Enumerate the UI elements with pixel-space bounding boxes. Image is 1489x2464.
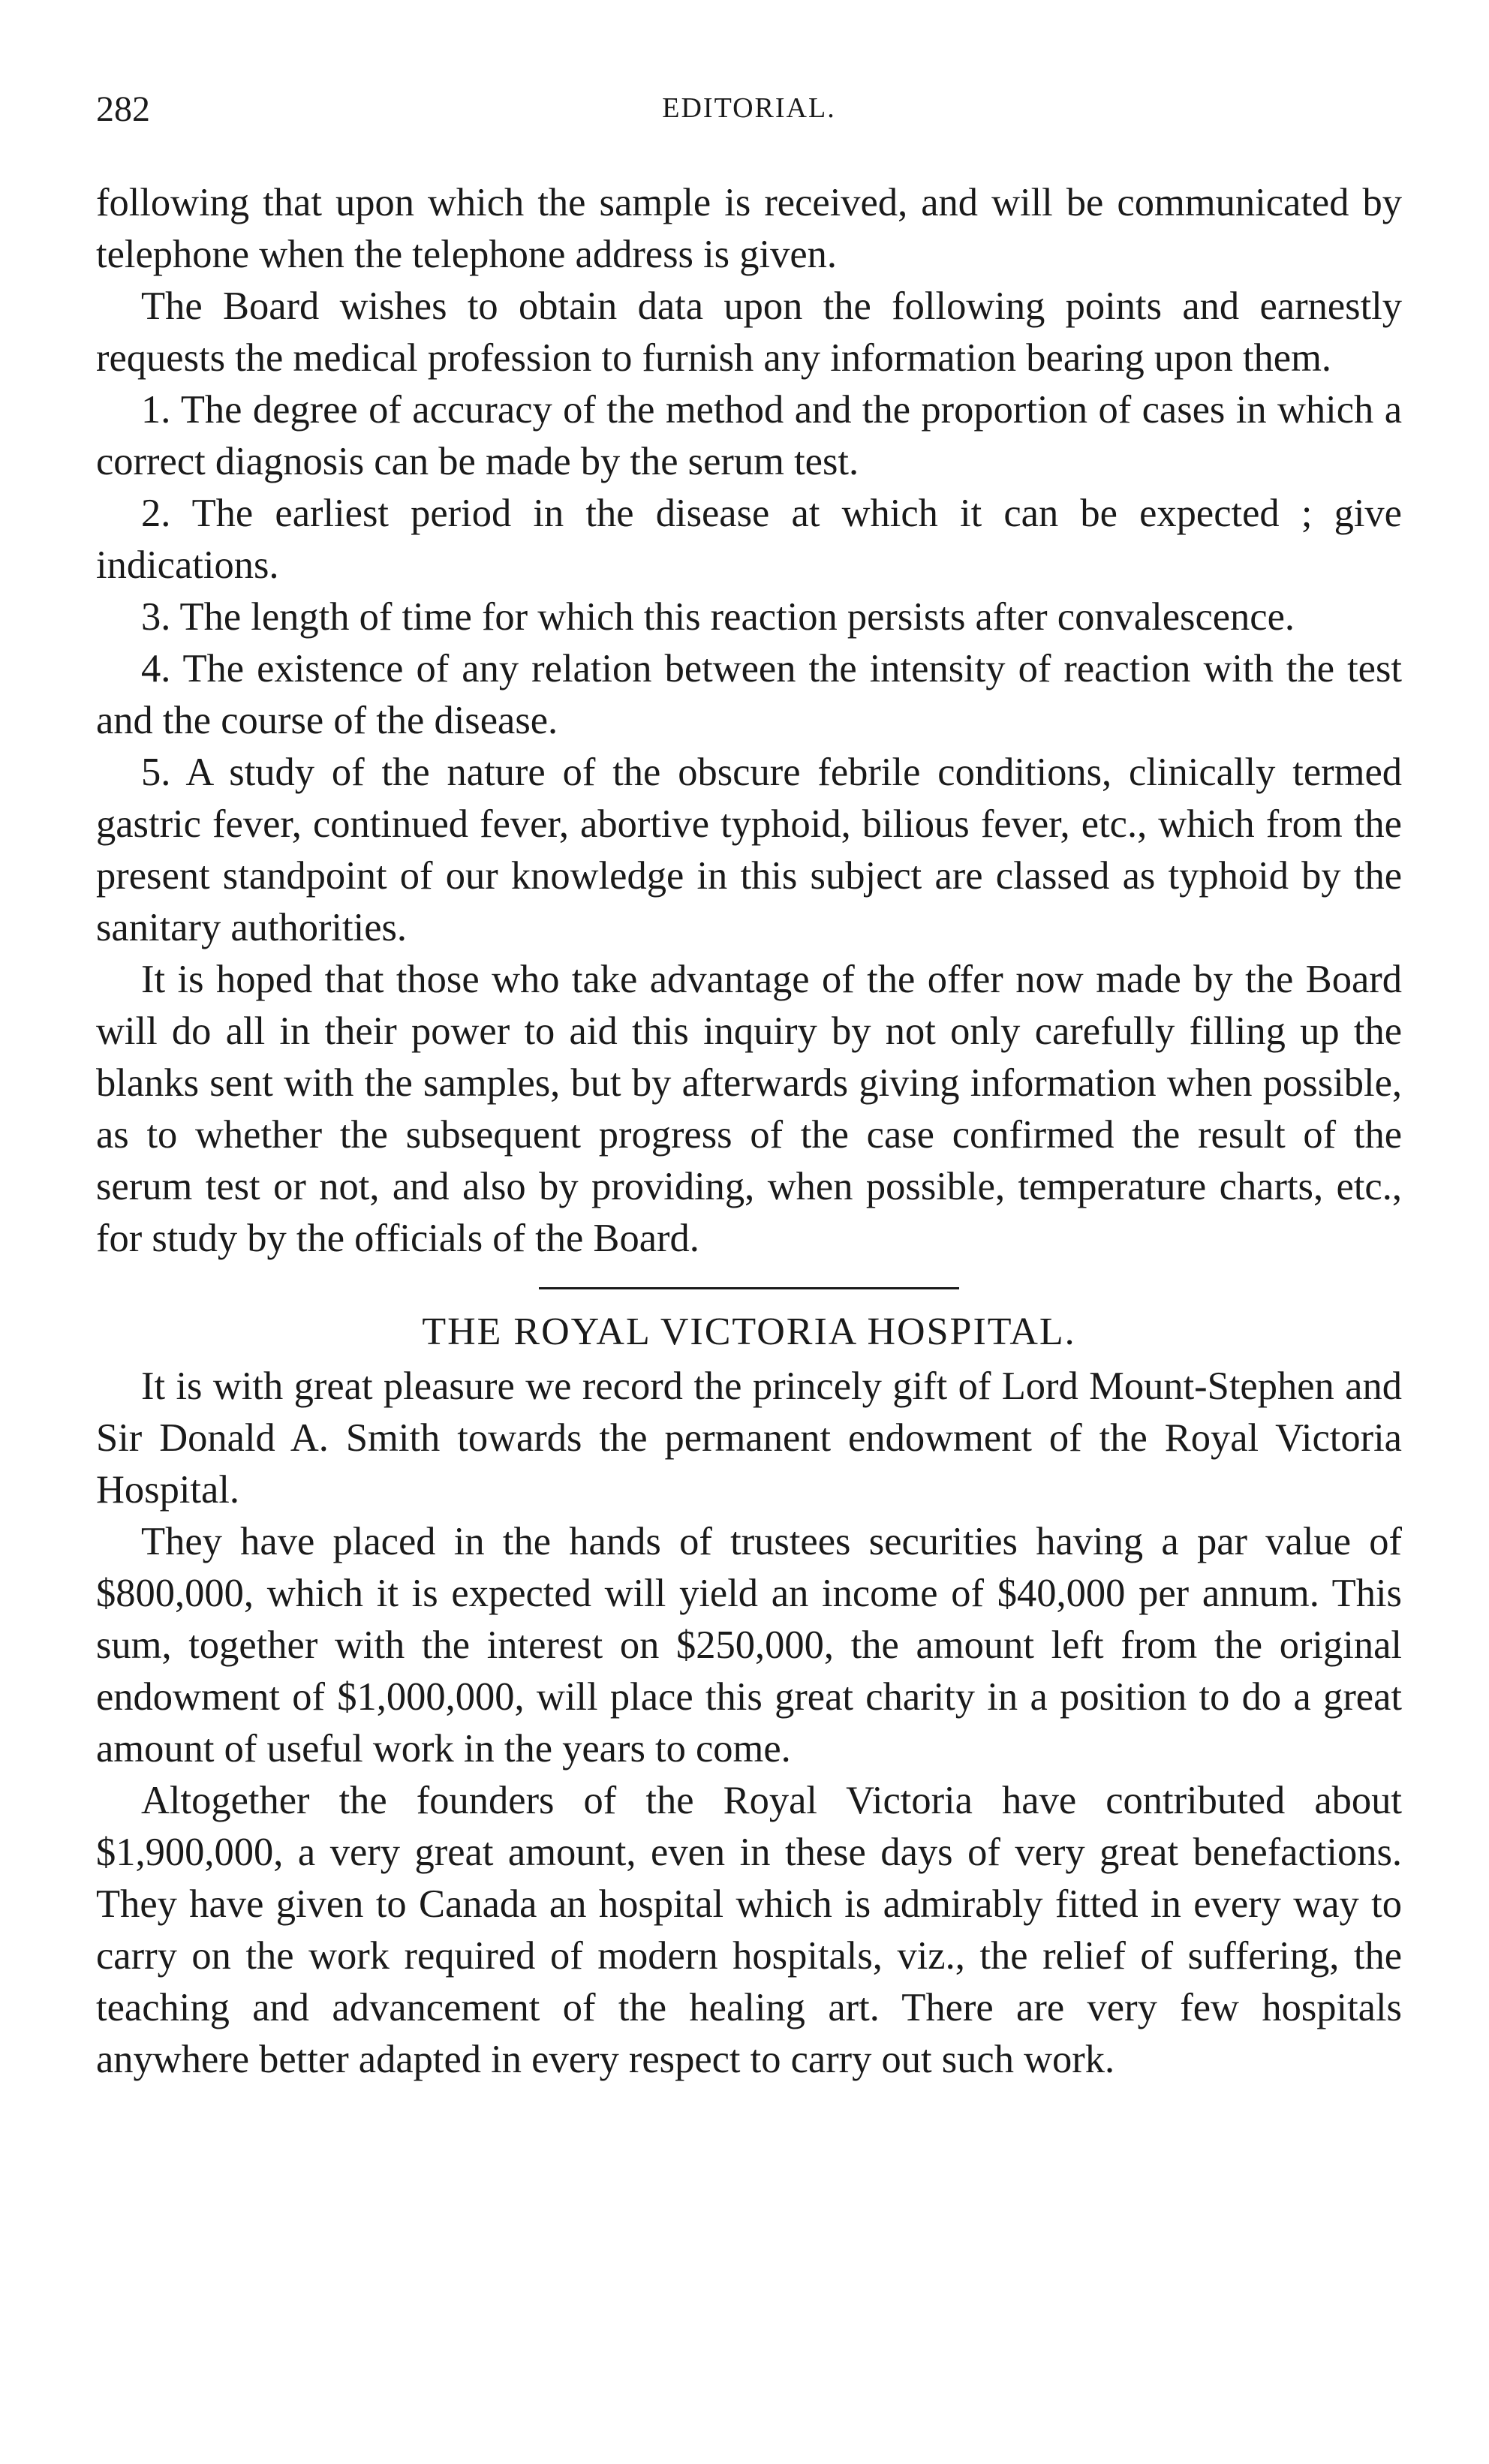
list-item: 5. A study of the nature of the obscure febrile conditions, clinically termed gastric fever, continued fever, abortive typhoid, bilious fever, etc., which from the present standpoint of our knowledge in this subject are classed as typhoid by the sanitary authorities. [96, 751, 1402, 949]
body-text [96, 177, 1402, 2086]
paragraph: following that upon which the sample is received, and will be communicated by telephone when the telephone address is given. [96, 181, 1402, 276]
paragraph: It is hoped that those who take advantage of the offer now made by the Board will do all in their power to aid this inquiry by not only carefully filling up the blanks sent with the samples, but by afterwards giving information when possible, as to whether the subsequent progress of the case confirmed the result of the serum test or not, and also by providing, when possible, temperature charts, etc., for study by the officials of the Board. [96, 958, 1402, 1260]
paragraph: Altogether the founders of the Royal Victoria have contributed about $1,900,000, a very great amount, even in these days of very great benefactions. They have given to Canada an hospital which is admirably fitted in every way to carry on the work required of modern hospitals, viz., the relief of suffering, the teaching and advancement of the healing art. There are very few hospitals anywhere better adapted in every respect to carry out such work. [96, 1779, 1402, 2081]
list-item: 1. The degree of accuracy of the method and the proportion of cases in which a correct diagnosis can be made by the serum test. [96, 388, 1402, 483]
page-number: 282 [96, 89, 150, 129]
list-item: 2. The earliest period in the disease at which it can be expected ; give indications. [96, 492, 1402, 587]
section-heading: THE ROYAL VICTORIA HOSPITAL. [422, 1310, 1076, 1353]
list-item: 4. The existence of any relation between the intensity of reaction with the test and the course of the disease. [96, 647, 1402, 742]
paragraph: It is with great pleasure we record the princely gift of Lord Mount-Stephen and Sir Donald A. Smith towards the permanent endowment of the Royal Victoria Hospital. [96, 1364, 1402, 1512]
page-header [96, 89, 1402, 141]
paragraph: The Board wishes to obtain data upon the following points and earnestly requests the medical profession to furnish any information bearing upon them. [96, 284, 1402, 380]
paragraph: They have placed in the hands of trustees securities having a par value of $800,000, which it is expected will yield an income of $40,000 per annum. This sum, together with the interest on $250,000, the amount left from the original endowment of $1,000,000, will place this great charity in a position to do a great amount of useful work in the years to come. [96, 1520, 1402, 1771]
list-item: 3. The length of time for which this reaction persists after convalescence. [141, 595, 1295, 639]
section-divider [539, 1287, 959, 1289]
running-head: EDITORIAL. [662, 92, 836, 124]
